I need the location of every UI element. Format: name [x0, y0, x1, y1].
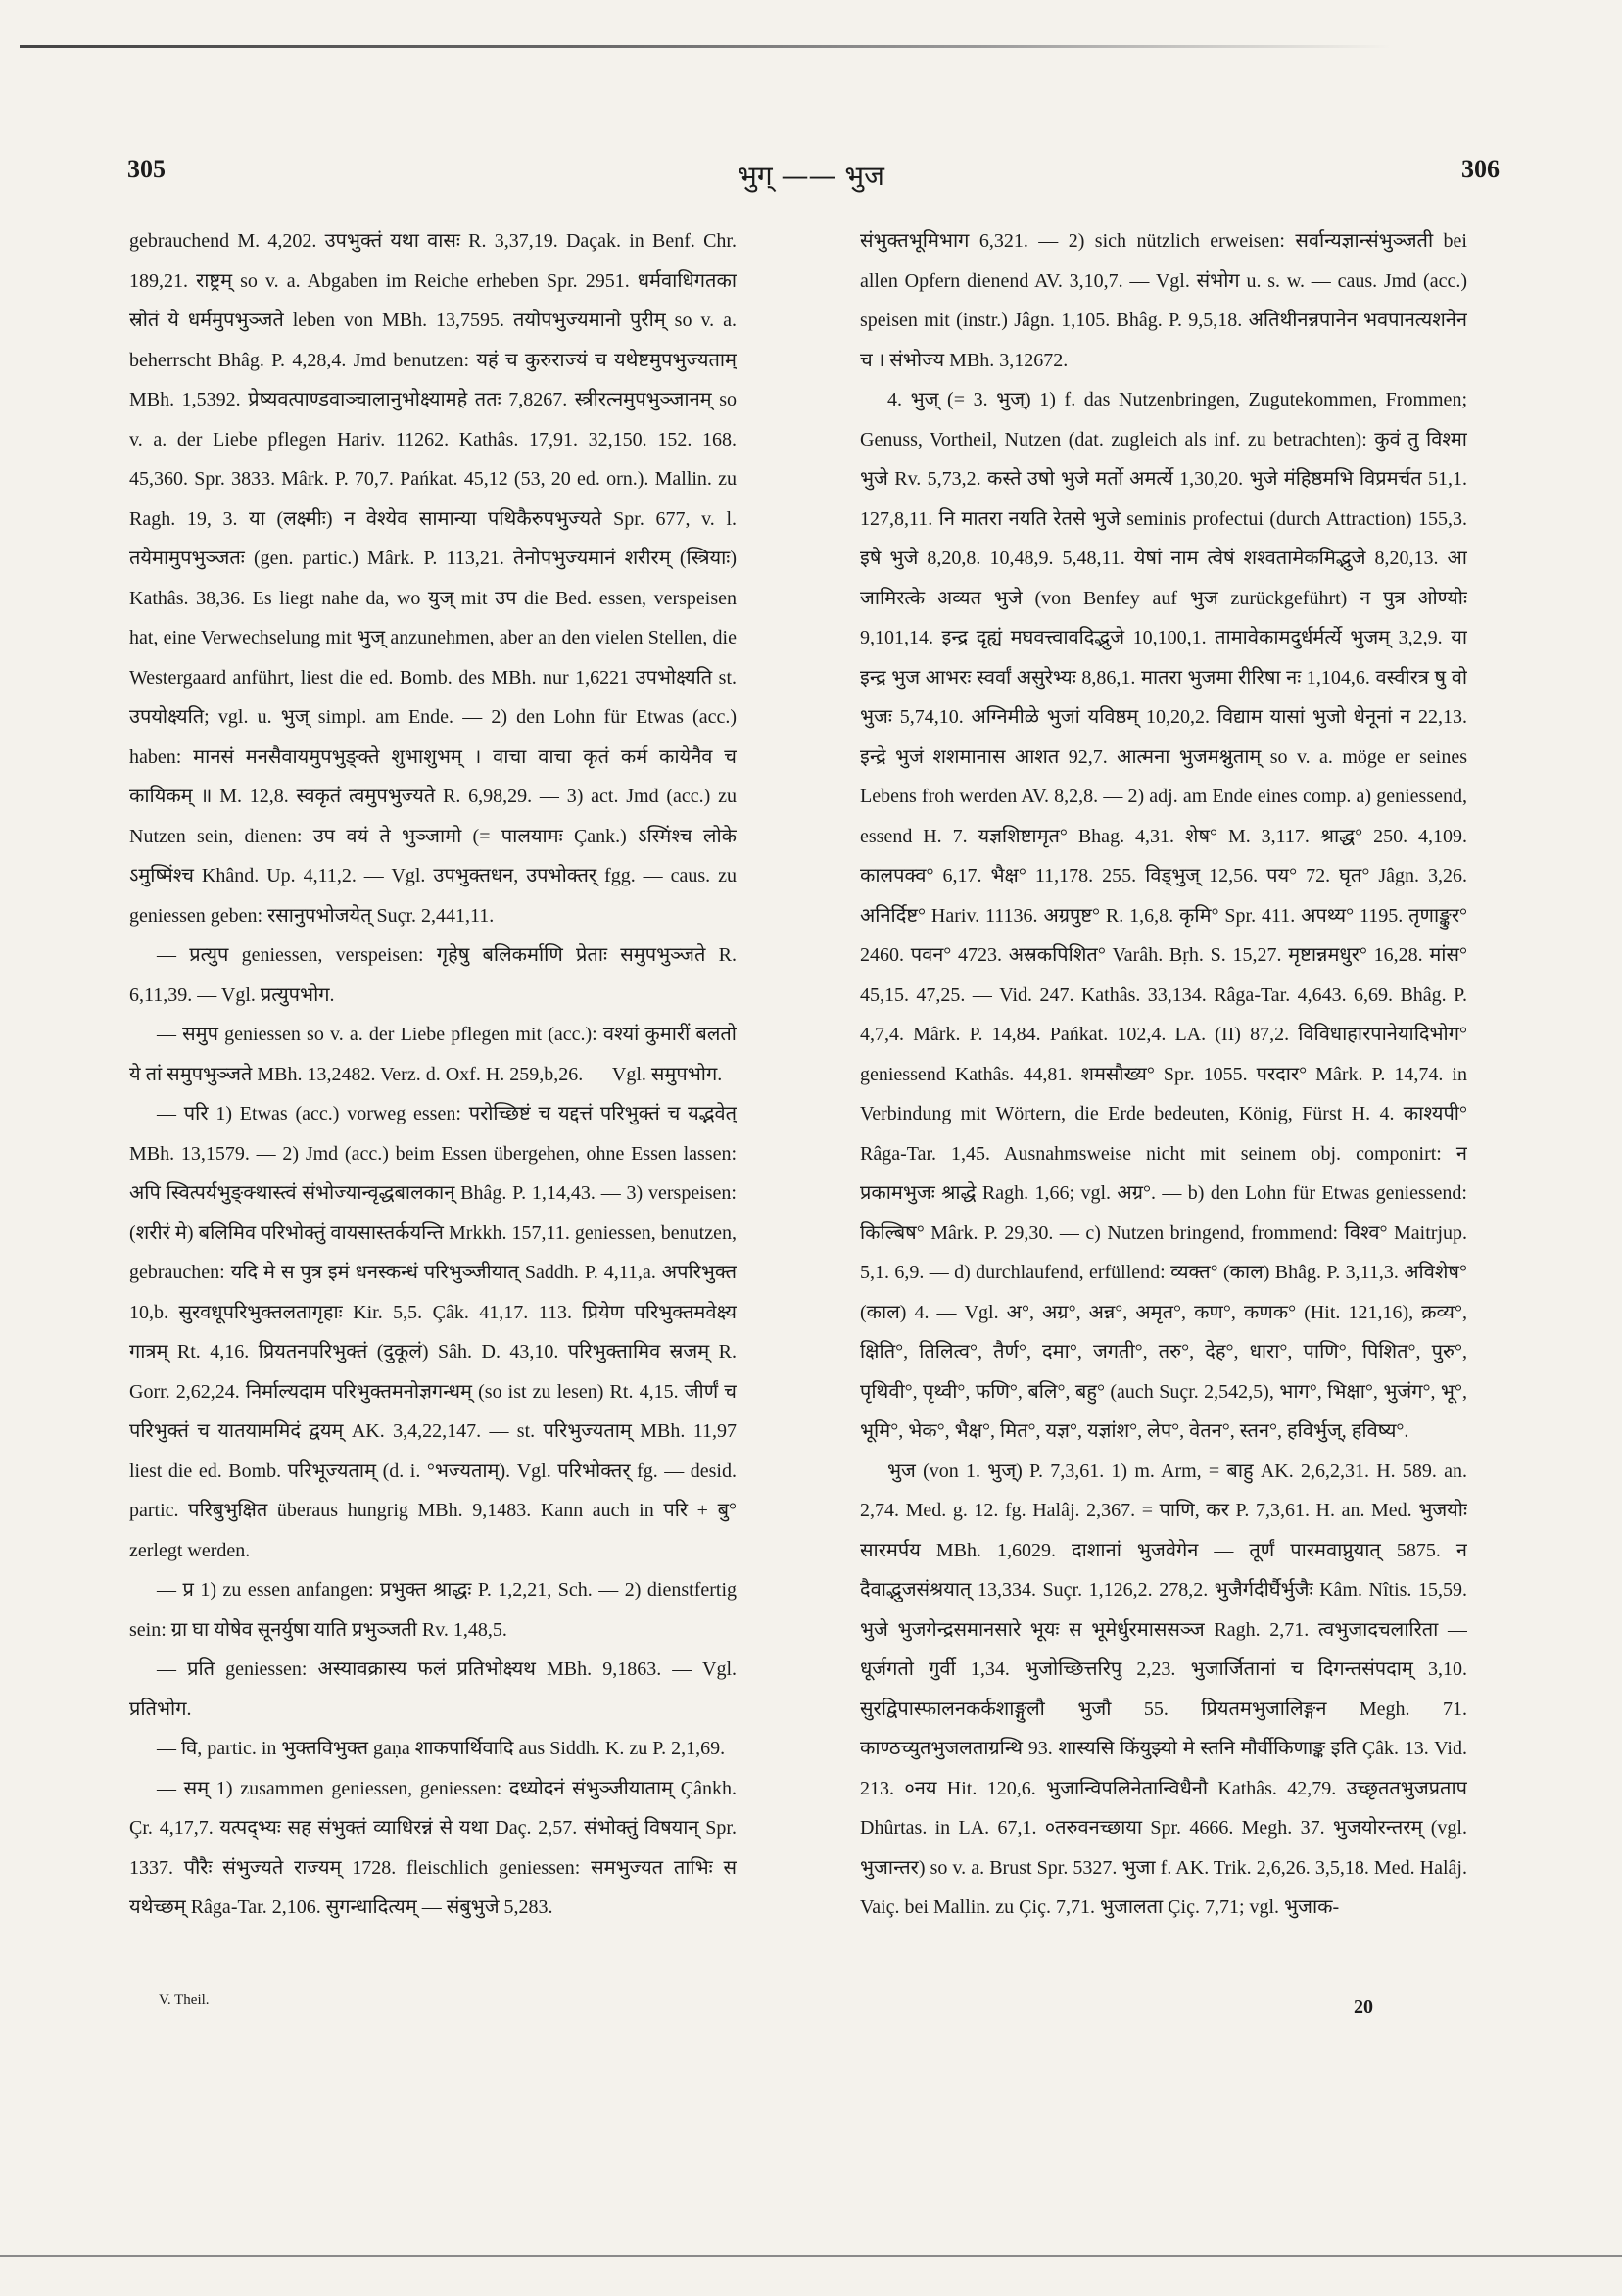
- right-column: [860, 221, 1467, 1994]
- signature-mark: V. Theil.: [159, 1992, 210, 2008]
- left-paragraph: — प्र 1) zu essen anfangen: प्रभुक्त श्राद्धः P. 1,2,21, Sch. — 2) dienstfertig sein: ग्रा घा योषेव सूनर्युषा याति प्रभुञ्जती Rv. 1,48,5.: [129, 1579, 737, 1641]
- scan-edge-line: [20, 45, 1391, 48]
- left-paragraph: — प्रत्युप geniessen, verspeisen: गृहेषु बलिकर्माणि प्रेताः समुपभुञ्जते R. 6,11,39. — Vgl. प्रत्युपभोग.: [129, 944, 737, 1006]
- left-paragraph: gebrauchend M. 4,202. उपभुक्तं यथा वासः R. 3,37,19. Daçak. in Benf. Chr. 189,21. राष्ट्रम् so v. a. Abgaben im Reiche erheben Spr. 2951. धर्मवाधिगतका स्रोतं ये धर्ममुपभुञ्जते leben von MBh. 13,7595. तयोपभुज्यमानो पुरीम् so v. a. beherrscht Bhâg. P. 4,28,4. Jmd benutzen: यहं च कुरुराज्यं च यथेष्टमुपभुज्यताम् MBh. 1,5392. प्रेष्यवत्पाण्डवाञ्चालानुभोक्ष्यामहे ततः 7,8267. स्त्रीरत्नमुपभुञ्जानम् so v. a. der Liebe pflegen Hariv. 11262. Kathâs. 17,91. 32,150. 152. 168. 45,360. Spr. 3833. Mârk. P. 70,7. Pańkat. 45,12 (53, 20 ed. orn.). Mallin. zu Ragh. 19, 3. या (लक्ष्मीः) न वेश्येव सामान्या पथिकैरुपभुज्यते Spr. 677, v. l. तयेमामुपभुञ्जतः (gen. partic.) Mârk. P. 113,21. तेनोपभुज्यमानं शरीरम् (स्त्रियाः) Kathâs. 38,36. Es liegt nahe da, wo युज् mit उप die Bed. essen, verspeisen hat, eine Verwechselung mit भुज् anzunehmen, aber an den vielen Stellen, die Westergaard anführt, liest die ed. Bomb. des MBh. nur 1,6221 उपभोक्ष्यति st. उपयोक्ष्यति; vgl. u. भुज् simpl. am Ende. — 2) den Lohn für Etwas (acc.) haben: मानसं मनसैवायमुपभुङ्क्ते शुभाशुभम् । वाचा वाचा कृतं कर्म कायेनैव च कायिकम् ॥ M. 12,8. स्वकृतं त्वमुपभुज्यते R. 6,98,29. — 3) act. Jmd (acc.) zu Nutzen sein, dienen: उप वयं ते भुञ्जामो (= पालयामः Çank.) ऽस्मिंश्च लोके ऽमुष्मिंश्च Khând. Up. 4,11,2. — Vgl. उपभुक्तधन, उपभोक्तर् fgg. — caus. zu geniessen geben: रसानुपभोजयेत् Suçr. 2,441,11.: [129, 230, 737, 927]
- left-paragraph: — परि 1) Etwas (acc.) vorweg essen: परोच्छिष्टं च यद्दत्तं परिभुक्तं च यद्भवेत् MBh. 13,1579. — 2) Jmd (acc.) beim Essen übergehen, ohne Essen lassen: अपि स्वित्पर्यभुङ्क्थास्त्वं संभोज्यान्वृद्धबालकान् Bhâg. P. 1,14,43. — 3) verspeisen: (शरीरं मे) बलिमिव परिभोक्तुं वायसास्तर्कयन्ति Mrkkh. 157,11. geniessen, benutzen, gebrauchen: यदि मे स पुत्र इमं धनस्कन्धं परिभुञ्जीयात् Saddh. P. 4,11,a. अपरिभुक्त 10,b. सुरवधूपरिभुक्तलतागृहाः Kir. 5,5. Çâk. 41,17. 113. प्रियेण परिभुक्तमवेक्ष्य गात्रम् Rt. 4,16. प्रियतनपरिभुक्तं (दुकूलं) Sâh. D. 43,10. परिभुक्तामिव स्रजम् R. Gorr. 2,62,24. निर्माल्यदाम परिभुक्तमनोज्ञगन्धम् (so ist zu lesen) Rt. 4,15. जीर्णं च परिभुक्तं च यातयाममिदं द्वयम् AK. 3,4,22,147. — st. परिभुज्यताम् MBh. 11,97 liest die ed. Bomb. परिभूज्यताम् (d. i. °भज्यताम्). Vgl. परिभोक्तर् fg. — desid. partic. परिबुभुक्षित überaus hungrig MBh. 9,1483. Kann auch in परि + बु° zerlegt werden.: [129, 1103, 737, 1561]
- left-paragraph: — वि, partic. in भुक्तविभुक्त gaṇa शाकपार्थिवादि aus Siddh. K. zu P. 2,1,69.: [157, 1738, 726, 1759]
- left-paragraph: — प्रति geniessen: अस्यावक्रास्य फलं प्रतिभोक्ष्यथ MBh. 9,1863. — Vgl. प्रतिभोग.: [129, 1658, 737, 1720]
- running-headword: भुग् —— भुज: [738, 160, 884, 192]
- page-number-left: 305: [127, 155, 166, 183]
- page-number-right: 306: [1461, 155, 1500, 183]
- right-paragraph: 4. भुज् (= 3. भुज्) 1) f. das Nutzenbringen, Zugutekommen, Frommen; Genuss, Vortheil, Nutzen (dat. zugleich als inf. zu betrachten): कुवं तु विश्मा भुजे Rv. 5,73,2. कस्ते उषो भुजे मर्तो अमर्त्ये 1,30,20. भुजे मंहिष्ठमभि विप्रमर्चत 51,1. 127,8,11. नि मातरा नयति रेतसे भुजे seminis profectui (durch Attraction) 155,3. इषे भुजे 8,20,8. 10,48,9. 5,48,11. येषां नाम त्वेषं शश्वतामेकमिद्भुजे 8,20,13. आ जामिरत्के अव्यत भुजे (von Benfey auf भुज zurückgeführt) न पुत्र ओण्योः 9,101,14. इन्द्र दृह्यं मघवत्त्वावदिद्भुजे 10,100,1. तामावेकामदुर्धर्मर्त्ये भुजम् 3,2,9. या इन्द्र भुज आभरः स्वर्वां असुरेभ्यः 8,86,1. मातरा भुजमा रीरिषा नः 1,104,6. वस्वीरत्र षु वो भुजः 5,74,10. अग्निमीळे भुजां यविष्ठम् 10,20,2. विद्याम यासां भुजो धेनूनां न 22,13. इन्द्रे भुजं शशमानास आशत 92,7. आत्मना भुजमश्नुताम् so v. a. möge er seines Lebens froh werden AV. 8,2,8. — 2) adj. am Ende eines comp. a) geniessend, essend H. 7. यज्ञशिष्टामृत° Bhag. 4,31. शेष° M. 3,117. श्राद्ध° 250. 4,109. कालपक्व° 6,17. भैक्ष° 11,178. 255. विड्भुज् 12,56. पय° 72. घृत° Jâgn. 3,26. अनिर्दिष्ट° Hariv. 11136. अग्रपुष्ट° R. 1,6,8. कृमि° Spr. 411. अपथ्य° 1195. तृणाङ्कुर° 2460. पवन° 4723. अस्रकपिशित° Varâh. Bṛh. S. 15,27. मृष्टान्नमधुर° 16,28. मांस° 45,15. 47,25. — Vid. 247. Kathâs. 33,134. Râga-Tar. 4,643. 6,69. Bhâg. P. 4,7,4. Mârk. P. 14,84. Pańkat. 102,4. LA. (II) 87,2. विविधाहारपानेयादिभोग° geniessend Kathâs. 44,81. शमसौख्य° Spr. 1055. परदार° Mârk. P. 14,74. in Verbindung mit Wörtern, die Erde bedeuten, König, Fürst H. 4. काश्यपी° Râga-Tar. 1,45. Ausnahmsweise nicht mit seinem obj. componirt: न प्रकामभुजः श्राद्धे Ragh. 1,66; vgl. अग्र°. — b) den Lohn für Etwas geniessend: किल्बिष° Mârk. P. 29,30. — c) Nutzen bringend, frommend: विश्व° Maitrjup. 5,1. 6,9. — d) durchlaufend, erfüllend: व्यक्त° (काल) Bhâg. P. 3,11,3. अविशेष° (काल) 4. — Vgl. अ°, अग्र°, अन्न°, अमृत°, कण°, कणक° (Hit. 121,16), क्रव्य°, क्षिति°, तिलित्व°, तैर्ण°, दमा°, जगती°, तरु°, देह°, धारा°, पाणि°, पिशित°, पुरु°, पृथिवी°, पृथ्वी°, फणि°, बलि°, बहु° (auch Suçr. 2,542,5), भाग°, भिक्षा°, भुजंग°, भू°, भूमि°, भेक°, भैक्ष°, मित°, यज्ञ°, यज्ञांश°, लेप°, वेतन°, स्तन°, हविर्भुज्, हविष्य°.: [860, 389, 1467, 1442]
- left-column: [129, 221, 737, 1994]
- bottom-edge-line: [0, 2255, 1622, 2257]
- right-paragraph: भुज (von 1. भुज्) P. 7,3,61. 1) m. Arm, = बाहु AK. 2,6,2,31. H. 589. an. 2,74. Med. g. 12. fg. Halâj. 2,367. = पाणि, कर P. 7,3,61. H. an. Med. भुजयोः सारमर्पय MBh. 1,6029. दाशानां भुजवेगेन — तूर्णं पारमवाप्नुयात् 5875. न दैवाद्भुजसंश्रयात् 13,334. Suçr. 1,126,2. 278,2. भुजैर्गदीर्घैर्भुजैः Kâm. Nîtis. 15,59. भुजे भुजगेन्द्रसमानसारे भूयः स भूमेर्धुरमाससञ्ज Ragh. 2,71. त्वभुजादचलारिता — धूर्जगतो गुर्वी 1,34. भुजोच्छित्तरिपु 2,23. भुजार्जितानां च दिगन्तसंपदाम् 3,10. सुरद्विपास्फालनकर्कशाङ्गुलौ भुजौ 55. प्रियतमभुजालिङ्गन Megh. 71. काण्ठच्युतभुजलताग्रन्थि 93. शास्यसि किंयुझ्यो मे स्तनि मौर्वीकिणाङ्क इति Çâk. 13. Vid. 213. ०नय Hit. 120,6. भुजान्विपलिनेतान्विधैनौ Kathâs. 42,79. उच्छृततभुजप्रताप Dhûrtas. in LA. 67,1. ०तरुवनच्छाया Spr. 4666. Megh. 37. भुजयोरन्तरम् (vgl. भुजान्तर) so v. a. Brust Spr. 5327. भुजा f. AK. Trik. 2,6,26. 3,5,18. Med. Halâj. Vaiç. bei Mallin. zu Çiç. 7,71. भुजालता Çiç. 7,71; vgl. भुजाक-: [860, 1459, 1467, 1918]
- left-paragraph: — समुप geniessen so v. a. der Liebe pflegen mit (acc.): वश्यां कुमारीं बलतो ये तां समुपभुञ्जते MBh. 13,2482. Verz. d. Oxf. H. 259,b,26. — Vgl. समुपभोग.: [129, 1024, 737, 1085]
- right-paragraph: संभुक्तभूमिभाग 6,321. — 2) sich nützlich erweisen: सर्वान्यज्ञान्संभुञ्जती bei allen Opfern dienend AV. 3,10,7. — Vgl. संभोग u. s. w. — caus. Jmd (acc.) speisen mit (instr.) Jâgn. 1,105. Bhâg. P. 9,5,18. अतिथीनन्नपानेन भवपानत्यशनेन च । संभोज्य MBh. 3,12672.: [860, 230, 1467, 371]
- left-paragraph: — सम् 1) zusammen geniessen, geniessen: दध्योदनं संभुञ्जीयाताम् Çânkh. Çr. 4,17,7. यत्पद्भ्यः सह संभुक्तं व्याधिरन्नं से यथा Daç. 2,57. संभोक्तुं विषयान् Spr. 1337. पौरैः संभुज्यते राज्यम् 1728. fleischlich geniessen: समभुज्यत ताभिः स यथेच्छम् Râga-Tar. 2,106. सुगन्धादित्यम् — संबुभुजे 5,283.: [129, 1777, 737, 1918]
- sheet-number: 20: [1354, 1996, 1373, 2018]
